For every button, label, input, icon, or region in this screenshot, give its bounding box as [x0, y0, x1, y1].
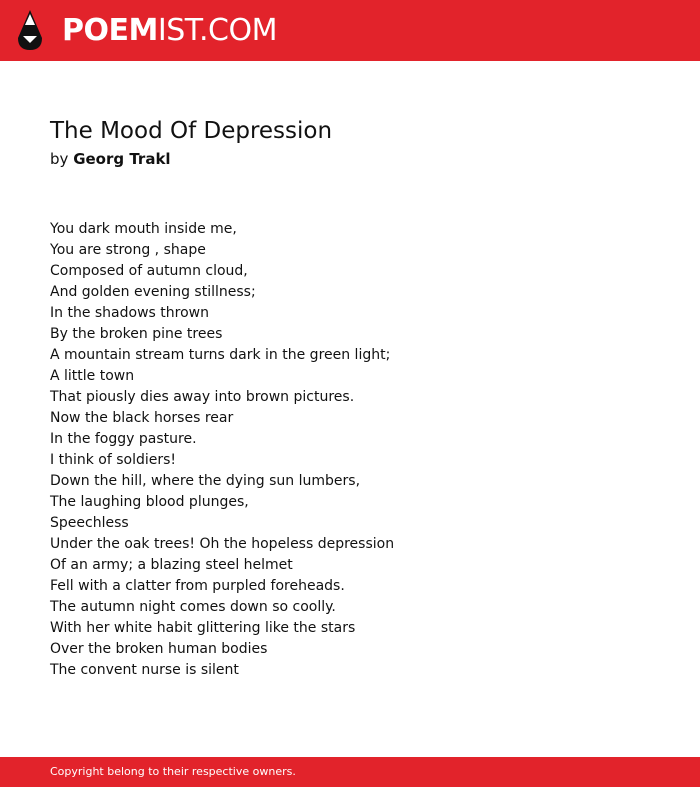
poem-author: Georg Trakl: [73, 150, 171, 168]
logo-light-text: IST.COM: [157, 13, 277, 48]
poem-line: In the foggy pasture.: [50, 431, 197, 447]
poem-line: Composed of autumn cloud,: [50, 263, 248, 279]
poem-line: You are strong , shape: [50, 242, 206, 258]
poem-line: Speechless: [50, 515, 129, 531]
poem-line: By the broken pine trees: [50, 326, 223, 342]
pencil-tip-icon: [18, 10, 42, 50]
poem-line: With her white habit glittering like the stars: [50, 620, 356, 636]
site-logo[interactable]: [62, 13, 277, 49]
poem-line: Under the oak trees! Oh the hopeless depression: [50, 536, 395, 552]
site-footer: [0, 757, 700, 787]
poem-line: And golden evening stillness;: [50, 284, 256, 300]
poem-byline: [50, 149, 171, 169]
poem-line: You dark mouth inside me,: [50, 221, 237, 237]
copyright-notice: Copyright belong to their respective owners.: [50, 765, 296, 778]
poem-line: A little town: [50, 368, 135, 384]
site-header: [0, 0, 700, 61]
poem-line: Over the broken human bodies: [50, 641, 268, 657]
poem-line: The laughing blood plunges,: [50, 494, 249, 510]
poem-title: The Mood Of Depression: [50, 118, 333, 144]
by-label: by: [50, 150, 69, 168]
logo-bold-text: POEM: [62, 13, 158, 48]
poem-line: Down the hill, where the dying sun lumbers,: [50, 473, 361, 489]
poem-line: A mountain stream turns dark in the green light;: [50, 347, 391, 363]
poem-line: Of an army; a blazing steel helmet: [50, 557, 293, 573]
poem-line: Fell with a clatter from purpled foreheads.: [50, 578, 345, 594]
poem-line: I think of soldiers!: [50, 452, 177, 468]
poem-line: In the shadows thrown: [50, 305, 209, 321]
poem-line: The convent nurse is silent: [50, 662, 239, 678]
poem-line: The autumn night comes down so coolly.: [50, 599, 336, 615]
poem-line: Now the black horses rear: [50, 410, 234, 426]
poem-line: That piously dies away into brown pictures.: [50, 389, 355, 405]
poem-body: [50, 219, 394, 681]
